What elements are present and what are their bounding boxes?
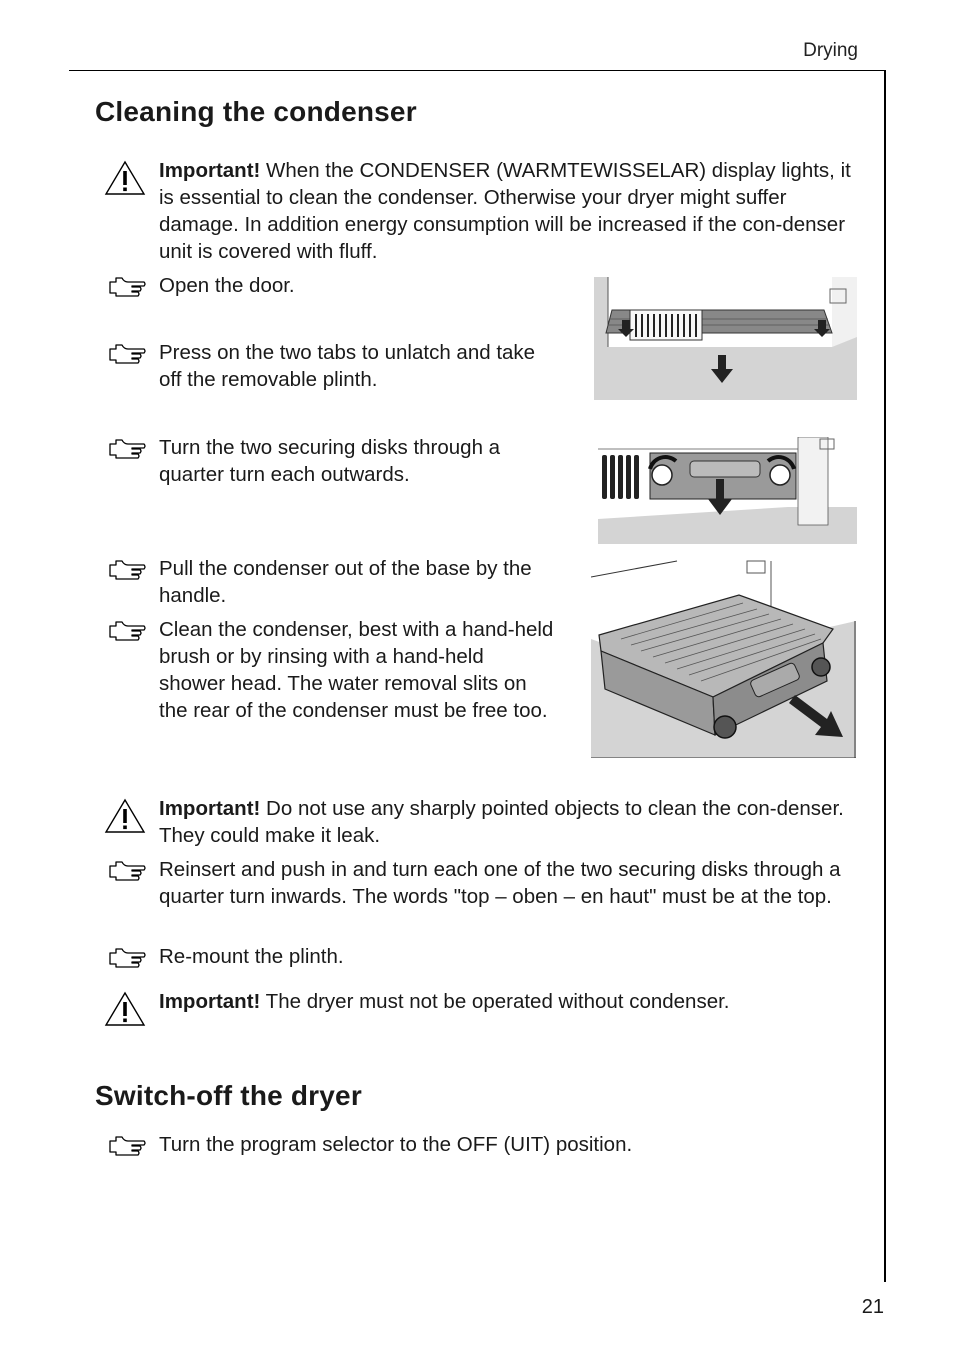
pointing-hand-icon [108, 1135, 146, 1157]
warning-triangle-icon [104, 991, 146, 1027]
pointing-hand-icon [108, 559, 146, 581]
pointing-hand-icon [108, 438, 146, 460]
warning-text: Do not use any sharply pointed objects to clean the con-denser. They could make it leak. [159, 797, 844, 847]
step-remove-plinth: Press on the two tabs to unlatch and take off the removable plinth. [159, 341, 536, 391]
pointing-hand-icon [108, 343, 146, 365]
condenser-removal-illustration [591, 559, 856, 758]
pointing-hand-icon [108, 947, 146, 969]
step-turn-disks-out: Turn the two securing disks through a quarter turn each outwards. [159, 436, 501, 486]
warning-no-condenser [159, 988, 859, 1015]
warning-label: Important! [159, 990, 261, 1013]
plinth-removal-illustration [594, 277, 857, 400]
warning-label: Important! [159, 159, 261, 182]
header-rule [69, 70, 886, 71]
pointing-hand-icon [108, 620, 146, 642]
warning-label: Important! [159, 797, 261, 820]
step-clean-condenser: Clean the condenser, best with a hand-held brush or by rinsing with a hand-held shower head. The water removal slits on the rear of the condenser must be free too. [159, 618, 554, 722]
securing-disks-illustration [598, 437, 857, 544]
running-header: Drying [803, 40, 858, 61]
section-title-switch-off: Switch-off the dryer [95, 1080, 362, 1111]
warning-triangle-icon [104, 798, 146, 834]
step-program-selector-off: Turn the program selector to the OFF (UIT) position. [159, 1133, 633, 1156]
pointing-hand-icon [108, 276, 146, 298]
warning-triangle-icon [104, 160, 146, 196]
pointing-hand-icon [108, 860, 146, 882]
step-pull-condenser: Pull the condenser out of the base by the handle. [159, 557, 532, 607]
margin-rule [884, 70, 886, 1282]
step-reinsert-condenser: Reinsert and push in and turn each one of the two securing disks through a quarter turn inwards. The words "top – oben – en haut" must be at the top. [159, 858, 841, 908]
step-open-door: Open the door. [159, 274, 295, 297]
warning-text: The dryer must not be operated without condenser. [260, 990, 730, 1013]
step-remount-plinth: Re-mount the plinth. [159, 945, 344, 968]
warning-sharp-objects [159, 795, 859, 849]
warning-condenser-display [159, 157, 859, 265]
page-number: 21 [861, 1296, 884, 1318]
warning-text: When the CONDENSER (WARMTEWISSELAR) display lights, it is essential to clean the condenser. Otherwise your dryer might suffer damage. In addition energy consumption will be increased if the con-denser unit is covered with fluff. [159, 159, 851, 263]
section-title-cleaning: Cleaning the condenser [95, 96, 417, 127]
